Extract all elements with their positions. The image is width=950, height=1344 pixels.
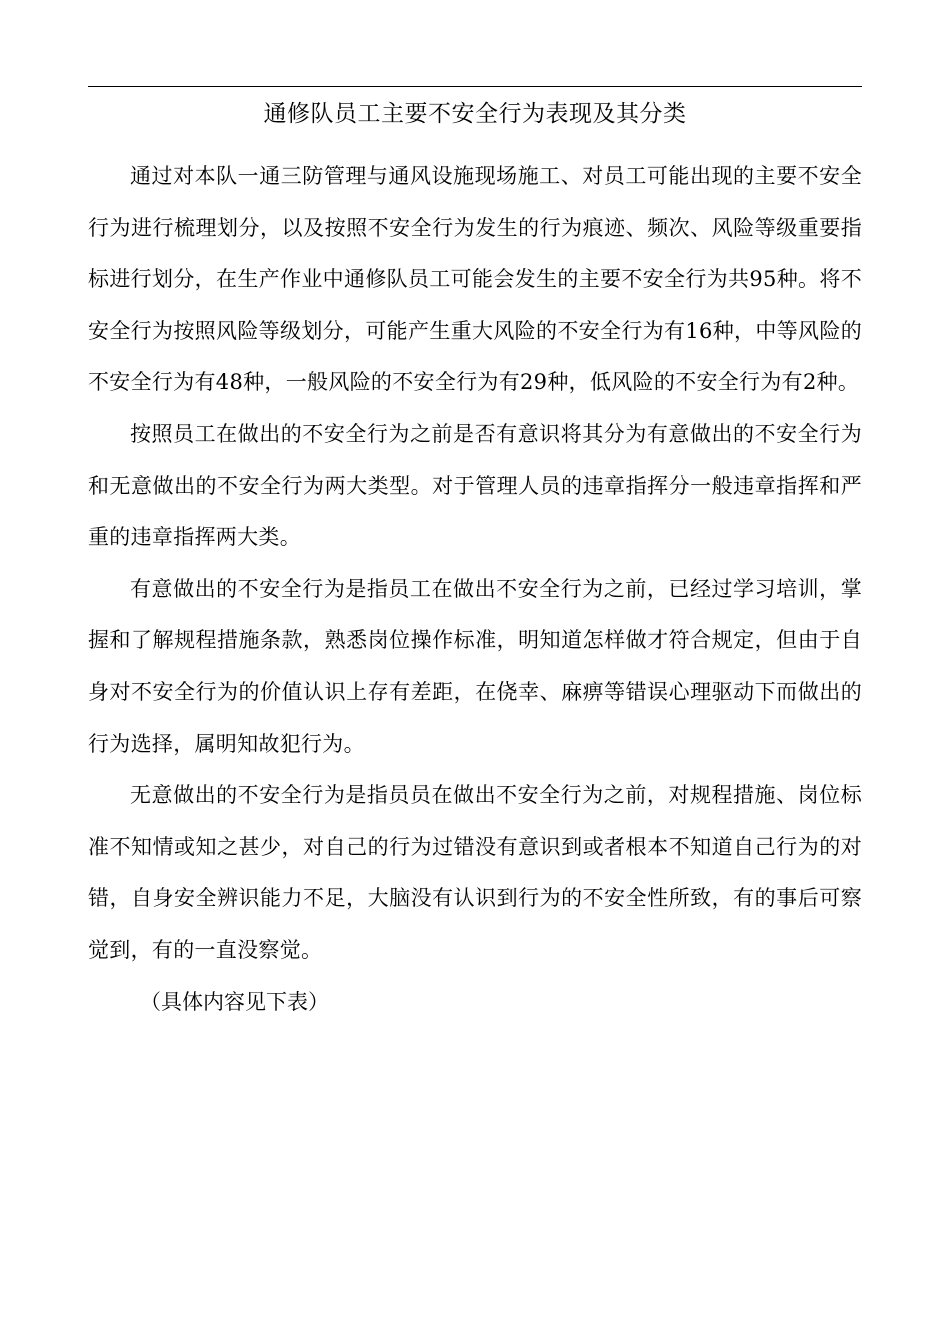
paragraph-classification: 按照员工在做出的不安全行为之前是否有意识将其分为有意做出的不安全行为和无意做出的不安全行为两大类型。对于管理人员的违章指挥分一般违章指挥和严重的违章指挥两大类。 [88, 421, 862, 550]
header-rule [88, 86, 862, 87]
paragraph-unintentional: 无意做出的不安全行为是指员员在做出不安全行为之前，对规程措施、岗位标准不知情或知之甚少，对自己的行为过错没有意识到或者根本不知道自己行为的对错，自身安全辨识能力不足，大脑没有认识到行为的不安全性所致，有的事后可察觉到，有的一直没察觉。 [88, 783, 862, 962]
document-title: 通修队员工主要不安全行为表现及其分类 [263, 101, 687, 127]
paragraph-overview: 通过对本队一通三防管理与通风设施现场施工、对员工可能出现的主要不安全行为进行梳理划分，以及按照不安全行为发生的行为痕迹、频次、风险等级重要指标进行划分，在生产作业中通修队员工可能会发生的主要不安全行为共95种。将不安全行为按照风险等级划分，可能产生重大风险的不安全行为有16种，中等风险的不安全行为有48种，一般风险的不安全行为有29种，低风险的不安全行为有2种。 [88, 164, 862, 395]
paragraph-intentional: 有意做出的不安全行为是指员工在做出不安全行为之前，已经过学习培训，掌握和了解规程措施条款，熟悉岗位操作标准，明知道怎样做才符合规定，但由于自身对不安全行为的价值认识上存有差距，在侥幸、麻痹等错误心理驱动下而做出的行为选择，属明知故犯行为。 [88, 576, 862, 756]
document-body [88, 151, 862, 1028]
table-reference-note: （具体内容见下表） [140, 989, 329, 1014]
